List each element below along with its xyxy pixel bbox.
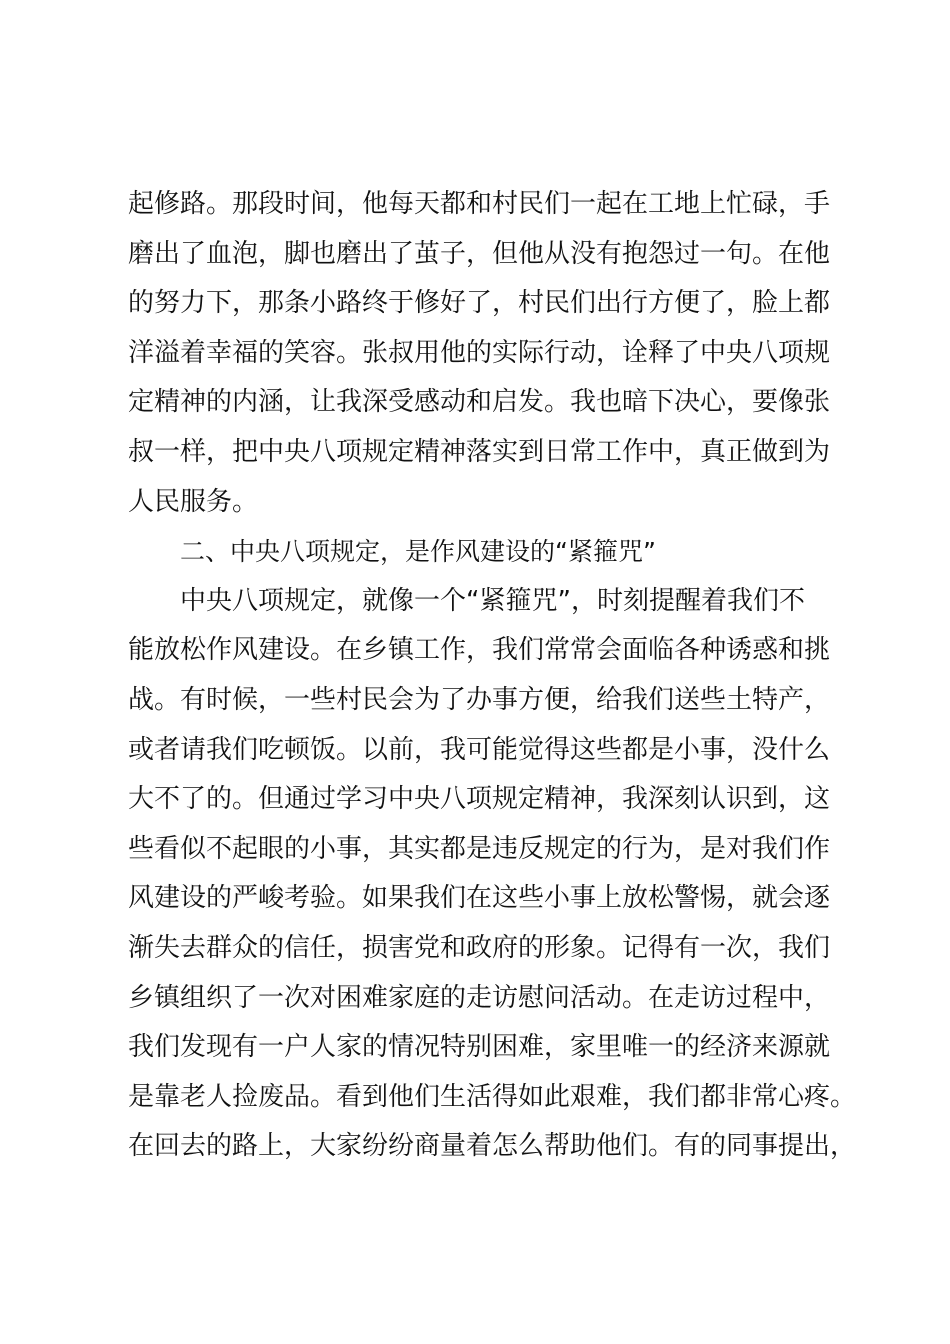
paragraph-line: 定精神的内涵，让我深受感动和启发。我也暗下决心，要像张: [128, 387, 831, 418]
paragraph-line: 叔一样，把中央八项规定精神落实到日常工作中，真正做到为: [128, 436, 831, 467]
paragraph-line: 战。有时候，一些村民会为了办事方便，给我们送些土特产，: [128, 684, 831, 715]
paragraph-line: 或者请我们吃顿饭。以前，我可能觉得这些都是小事，没什么: [128, 734, 831, 765]
paragraph-line: 能放松作风建设。在乡镇工作，我们常常会面临各种诱惑和挑: [128, 635, 831, 666]
paragraph-line: 洋溢着幸福的笑容。张叔用他的实际行动，诠释了中央八项规: [128, 337, 831, 368]
paragraph-line: 起修路。那段时间，他每天都和村民们一起在工地上忙碌，手: [128, 189, 831, 219]
paragraph-line: 乡镇组织了一次对困难家庭的走访慰问活动。在走访过程中，: [128, 982, 831, 1013]
paragraph-line: 风建设的严峻考验。如果我们在这些小事上放松警惕，就会逐: [128, 883, 831, 914]
paragraph-line: 是靠老人捡废品。看到他们生活得如此艰难，我们都非常心疼。: [128, 1081, 857, 1112]
paragraph-line: 渐失去群众的信任，损害党和政府的形象。记得有一次，我们: [128, 932, 831, 963]
paragraph-line: 的努力下，那条小路终于修好了，村民们出行方便了，脸上都: [128, 288, 831, 319]
paragraph-line: 中央八项规定，就像一个“紧箍咒”，时刻提醒着我们不: [180, 585, 805, 616]
paragraph-line: 些看似不起眼的小事，其实都是违反规定的行为，是对我们作: [128, 833, 831, 864]
paragraph-line: 大不了的。但通过学习中央八项规定精神，我深刻认识到，这: [128, 784, 831, 815]
paragraph-line: 我们发现有一户人家的情况特别困难，家里唯一的经济来源就: [128, 1032, 831, 1063]
body-text: [128, 180, 857, 1172]
section-heading: 二、中央八项规定，是作风建设的“紧箍咒”: [180, 537, 656, 567]
paragraph-line: 在回去的路上，大家纷纷商量着怎么帮助他们。有的同事提出，: [128, 1131, 857, 1162]
paragraph-line: 人民服务。: [128, 486, 259, 517]
paragraph-line: 磨出了血泡，脚也磨出了茧子，但他从没有抱怨过一句。在他: [128, 238, 831, 269]
